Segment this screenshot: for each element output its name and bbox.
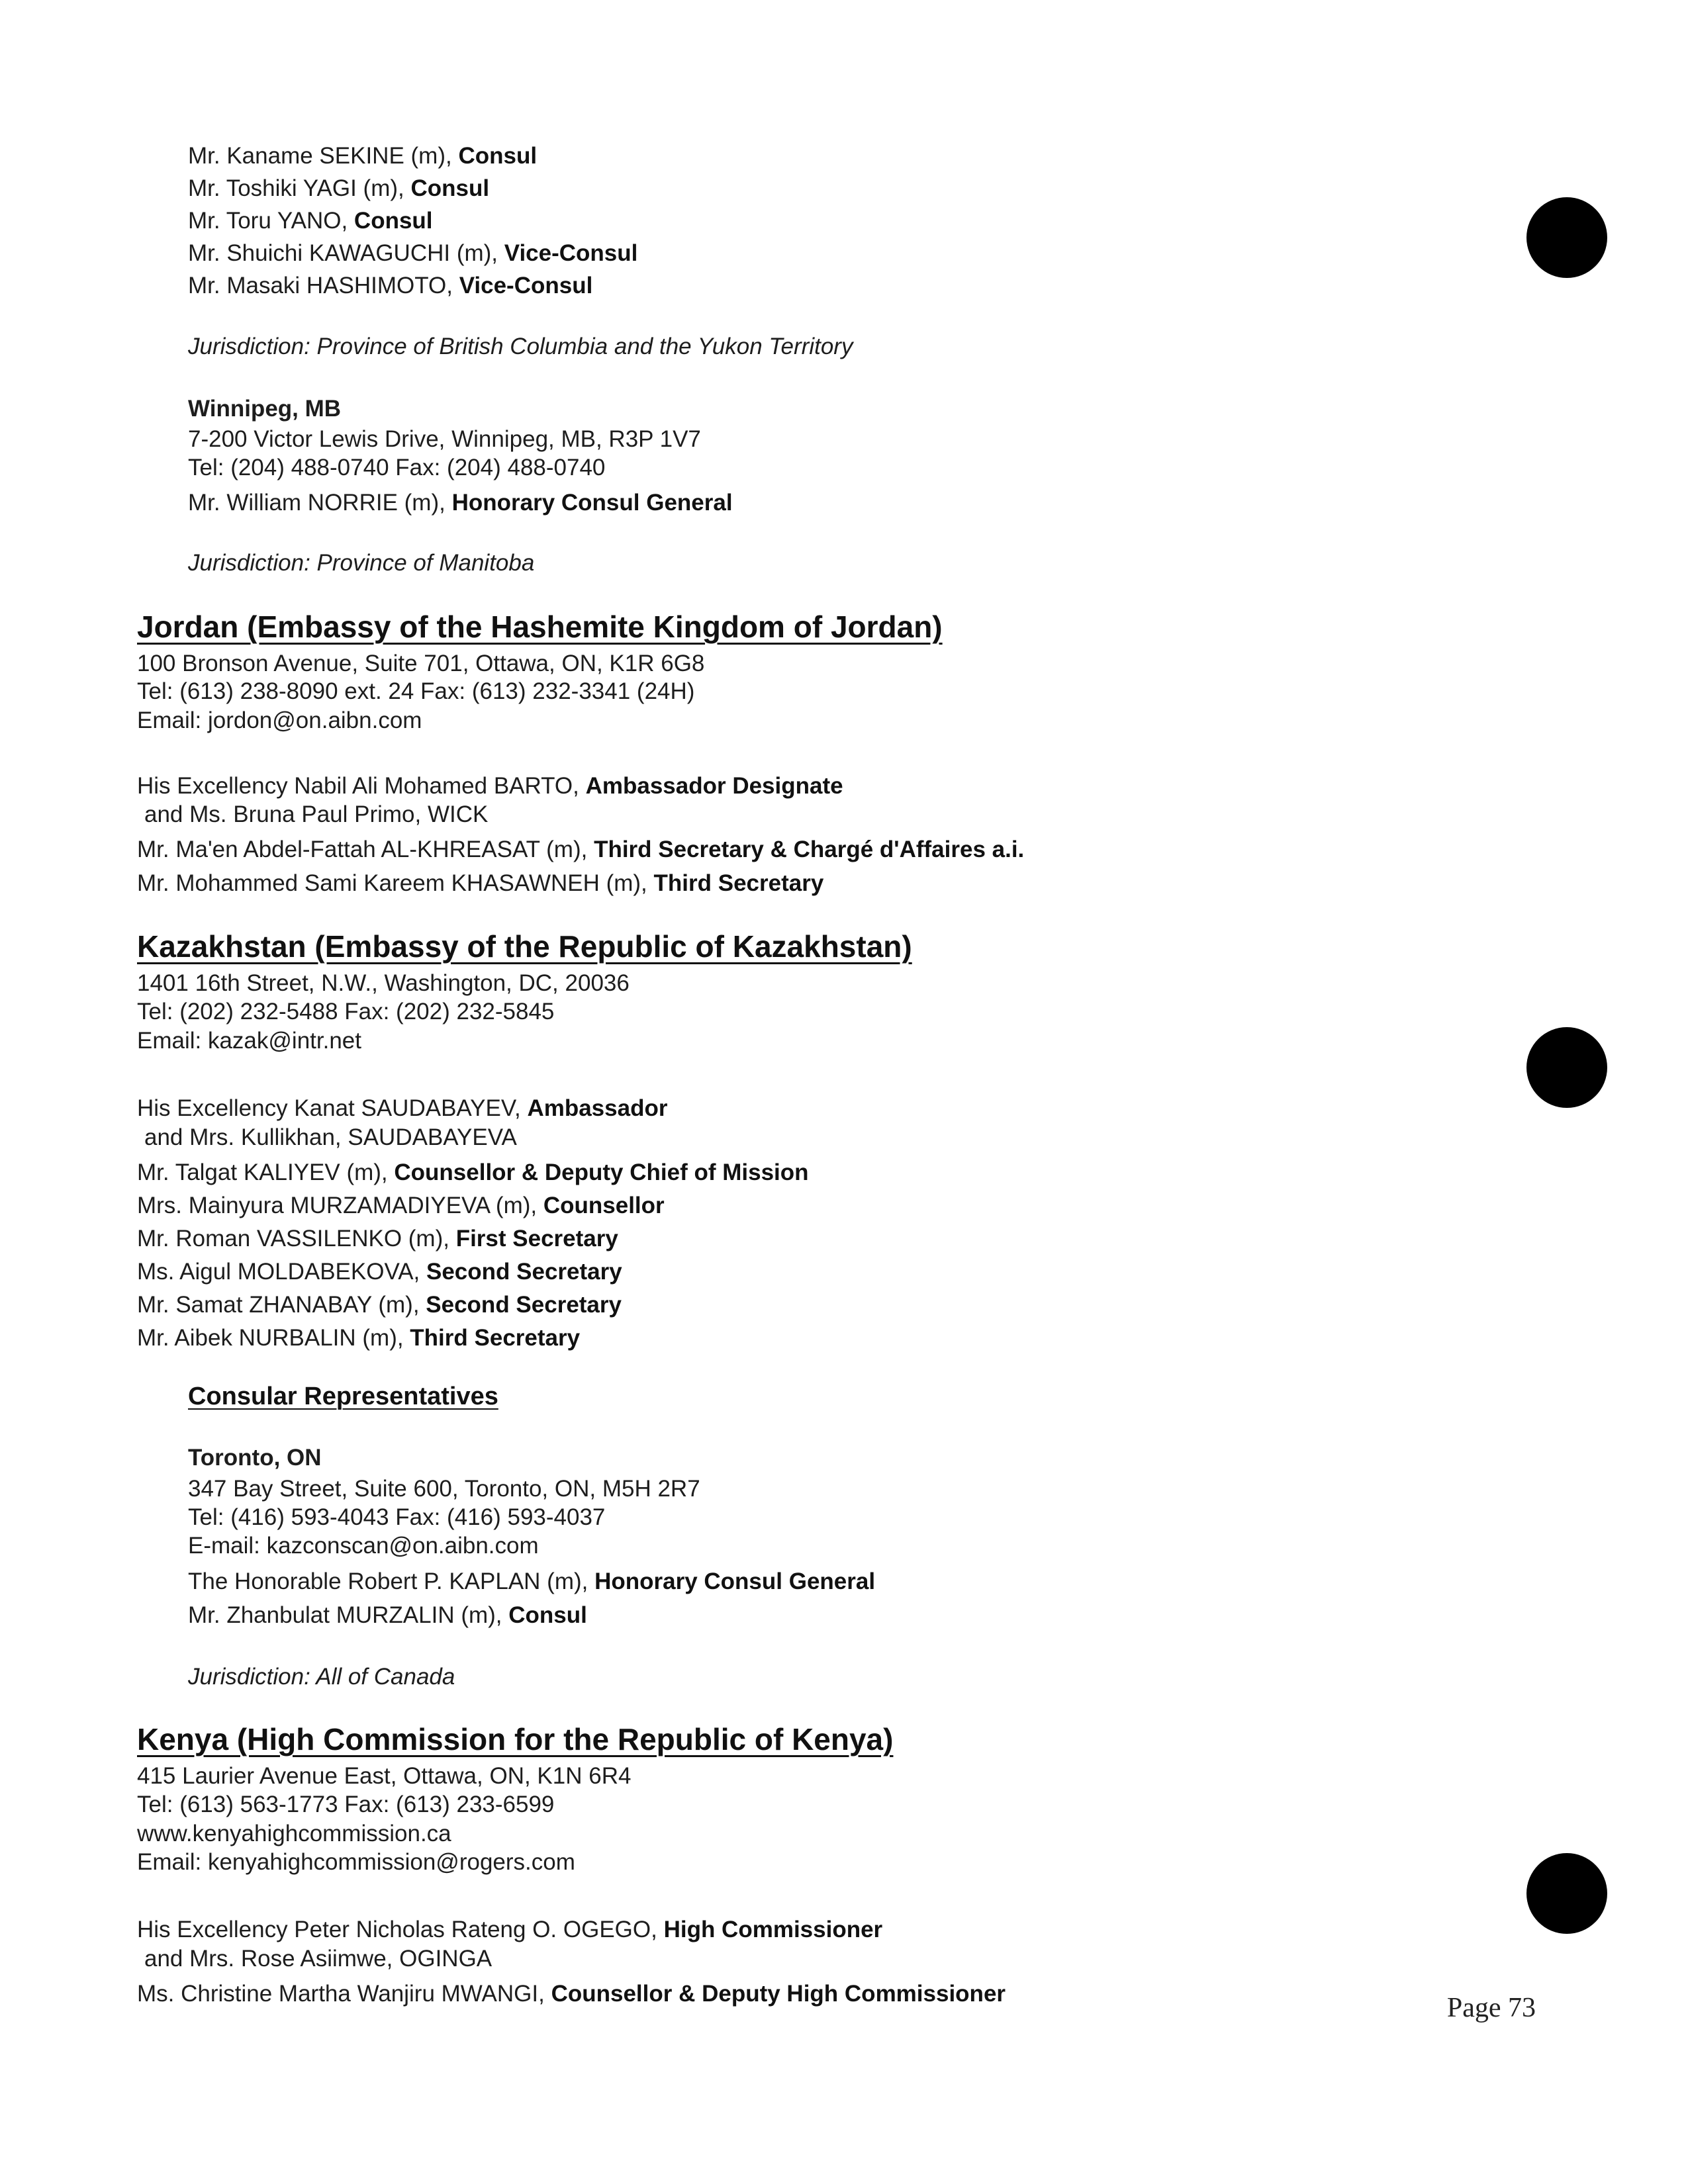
- official-line: [137, 1980, 1006, 2008]
- tel-toronto: Tel: (416) 593-4043 Fax: (416) 593-4037: [188, 1504, 606, 1530]
- tel-kazakhstan: Tel: (202) 232-5488 Fax: (202) 232-5845: [137, 999, 555, 1024]
- head-of-mission-line: [137, 1095, 667, 1122]
- jurisdiction-canada: Jurisdiction: All of Canada: [188, 1664, 455, 1690]
- country-heading-kazakhstan: Kazakhstan (Embassy of the Republic of Kazakhstan): [137, 929, 912, 964]
- address-kazakhstan: 1401 16th Street, N.W., Washington, DC, 20036: [137, 970, 630, 996]
- official-line: [137, 870, 823, 897]
- consular-representatives-heading: Consular Representatives: [188, 1383, 498, 1410]
- official-title: Honorary Consul General: [451, 490, 733, 516]
- official-name: Mr. Masaki HASHIMOTO,: [188, 273, 459, 298]
- official-line: [137, 1225, 618, 1253]
- official-title: Consul: [410, 175, 490, 201]
- official-name: Mr. Talgat KALIYEV (m),: [137, 1160, 395, 1185]
- official-name: Mrs. Mainyura MURZAMADIYEVA (m),: [137, 1193, 543, 1218]
- head-of-mission-line: [137, 772, 843, 800]
- address-toronto: 347 Bay Street, Suite 600, Toronto, ON, M5H 2R7: [188, 1476, 700, 1502]
- official-title: Honorary Consul General: [594, 1569, 876, 1594]
- address-jordan: 100 Bronson Avenue, Suite 701, Ottawa, ON, K1R 6G8: [137, 651, 705, 676]
- city-toronto: Toronto, ON: [188, 1445, 322, 1471]
- punch-hole-top: [1526, 197, 1607, 278]
- official-name: Mr. Shuichi KAWAGUCHI (m),: [188, 240, 504, 266]
- official-title: Counsellor: [543, 1193, 665, 1218]
- spouse-line: and Mrs. Kullikhan, SAUDABAYEVA: [144, 1124, 517, 1150]
- official-name: Mr. Zhanbulat MURZALIN (m),: [188, 1602, 509, 1628]
- official-name: Ms. Christine Martha Wanjiru MWANGI,: [137, 1981, 551, 2007]
- email-jordan: Email: jordon@on.aibn.com: [137, 707, 422, 733]
- official-title: Second Secretary: [426, 1259, 622, 1285]
- official-title: Consul: [353, 208, 433, 234]
- spouse-line: and Mrs. Rose Asiimwe, OGINGA: [144, 1946, 492, 1972]
- email-kazakhstan: Email: kazak@intr.net: [137, 1028, 361, 1054]
- official-line: [188, 489, 733, 517]
- official-line: [137, 1192, 665, 1220]
- country-heading-kenya: Kenya (High Commission for the Republic of Kenya): [137, 1722, 894, 1756]
- jurisdiction-bc: Jurisdiction: Province of British Columbia and the Yukon Territory: [188, 334, 853, 359]
- official-name: Mr. Toshiki YAGI (m),: [188, 175, 411, 201]
- official-title: Ambassador: [527, 1095, 668, 1121]
- tel-winnipeg: Tel: (204) 488-0740 Fax: (204) 488-0740: [188, 455, 606, 480]
- official-title: High Commissioner: [663, 1917, 883, 1942]
- email-kenya: Email: kenyahighcommission@rogers.com: [137, 1849, 575, 1875]
- official-title: Consul: [458, 143, 538, 169]
- official-name: Mr. Samat ZHANABAY (m),: [137, 1292, 426, 1318]
- official-line: [188, 1602, 587, 1629]
- punch-hole-bottom: [1526, 1853, 1607, 1934]
- official-title: Third Secretary: [653, 870, 824, 896]
- official-line: [137, 1291, 622, 1319]
- tel-kenya: Tel: (613) 563-1773 Fax: (613) 233-6599: [137, 1792, 555, 1817]
- official-line: [137, 1258, 622, 1286]
- official-title: Ambassador Designate: [585, 773, 843, 799]
- official-name: Ms. Aigul MOLDABEKOVA,: [137, 1259, 426, 1285]
- official-line: [188, 175, 489, 203]
- page-number: Page 73: [1446, 1993, 1536, 2023]
- official-name: Mr. Aibek NURBALIN (m),: [137, 1325, 410, 1351]
- official-title: Third Secretary: [410, 1325, 581, 1351]
- official-name: Mr. Mohammed Sami Kareem KHASAWNEH (m),: [137, 870, 654, 896]
- official-name: His Excellency Nabil Ali Mohamed BARTO,: [137, 773, 586, 799]
- official-title: Counsellor & Deputy High Commissioner: [551, 1981, 1006, 2007]
- official-name: Mr. Kaname SEKINE (m),: [188, 143, 459, 169]
- official-line: [188, 207, 433, 235]
- official-title: Third Secretary & Chargé d'Affaires a.i.: [594, 837, 1025, 862]
- official-line: [137, 836, 1024, 864]
- official-name: Mr. William NORRIE (m),: [188, 490, 452, 516]
- official-name: The Honorable Robert P. KAPLAN (m),: [188, 1569, 595, 1594]
- official-title: Consul: [508, 1602, 587, 1628]
- official-name: Mr. Toru YANO,: [188, 208, 354, 234]
- official-name: His Excellency Kanat SAUDABAYEV,: [137, 1095, 528, 1121]
- website-kenya: www.kenyahighcommission.ca: [137, 1821, 451, 1846]
- official-title: Vice-Consul: [459, 273, 593, 298]
- official-line: [188, 142, 537, 170]
- official-line: [188, 240, 637, 267]
- spouse-line: and Ms. Bruna Paul Primo, WICK: [144, 801, 489, 827]
- official-title: Vice-Consul: [504, 240, 638, 266]
- official-name: Mr. Roman VASSILENKO (m),: [137, 1226, 456, 1251]
- tel-jordan: Tel: (613) 238-8090 ext. 24 Fax: (613) 232-3341 (24H): [137, 678, 695, 704]
- official-line: [188, 1568, 875, 1596]
- email-toronto: E-mail: kazconscan@on.aibn.com: [188, 1533, 539, 1559]
- official-line: [137, 1159, 809, 1187]
- official-title: First Secretary: [455, 1226, 618, 1251]
- country-heading-jordan: Jordan (Embassy of the Hashemite Kingdom of Jordan): [137, 610, 943, 644]
- head-of-mission-line: [137, 1916, 882, 1944]
- official-line: [137, 1324, 580, 1352]
- official-line: [188, 272, 592, 300]
- official-title: Counsellor & Deputy Chief of Mission: [394, 1160, 809, 1185]
- punch-hole-middle: [1526, 1027, 1607, 1108]
- city-winnipeg: Winnipeg, MB: [188, 396, 342, 422]
- official-name: His Excellency Peter Nicholas Rateng O. OGEGO,: [137, 1917, 664, 1942]
- official-title: Second Secretary: [426, 1292, 622, 1318]
- address-kenya: 415 Laurier Avenue East, Ottawa, ON, K1N 6R4: [137, 1763, 632, 1789]
- jurisdiction-manitoba: Jurisdiction: Province of Manitoba: [188, 550, 535, 576]
- address-winnipeg: 7-200 Victor Lewis Drive, Winnipeg, MB, R3P 1V7: [188, 426, 701, 452]
- official-name: Mr. Ma'en Abdel-Fattah AL-KHREASAT (m),: [137, 837, 594, 862]
